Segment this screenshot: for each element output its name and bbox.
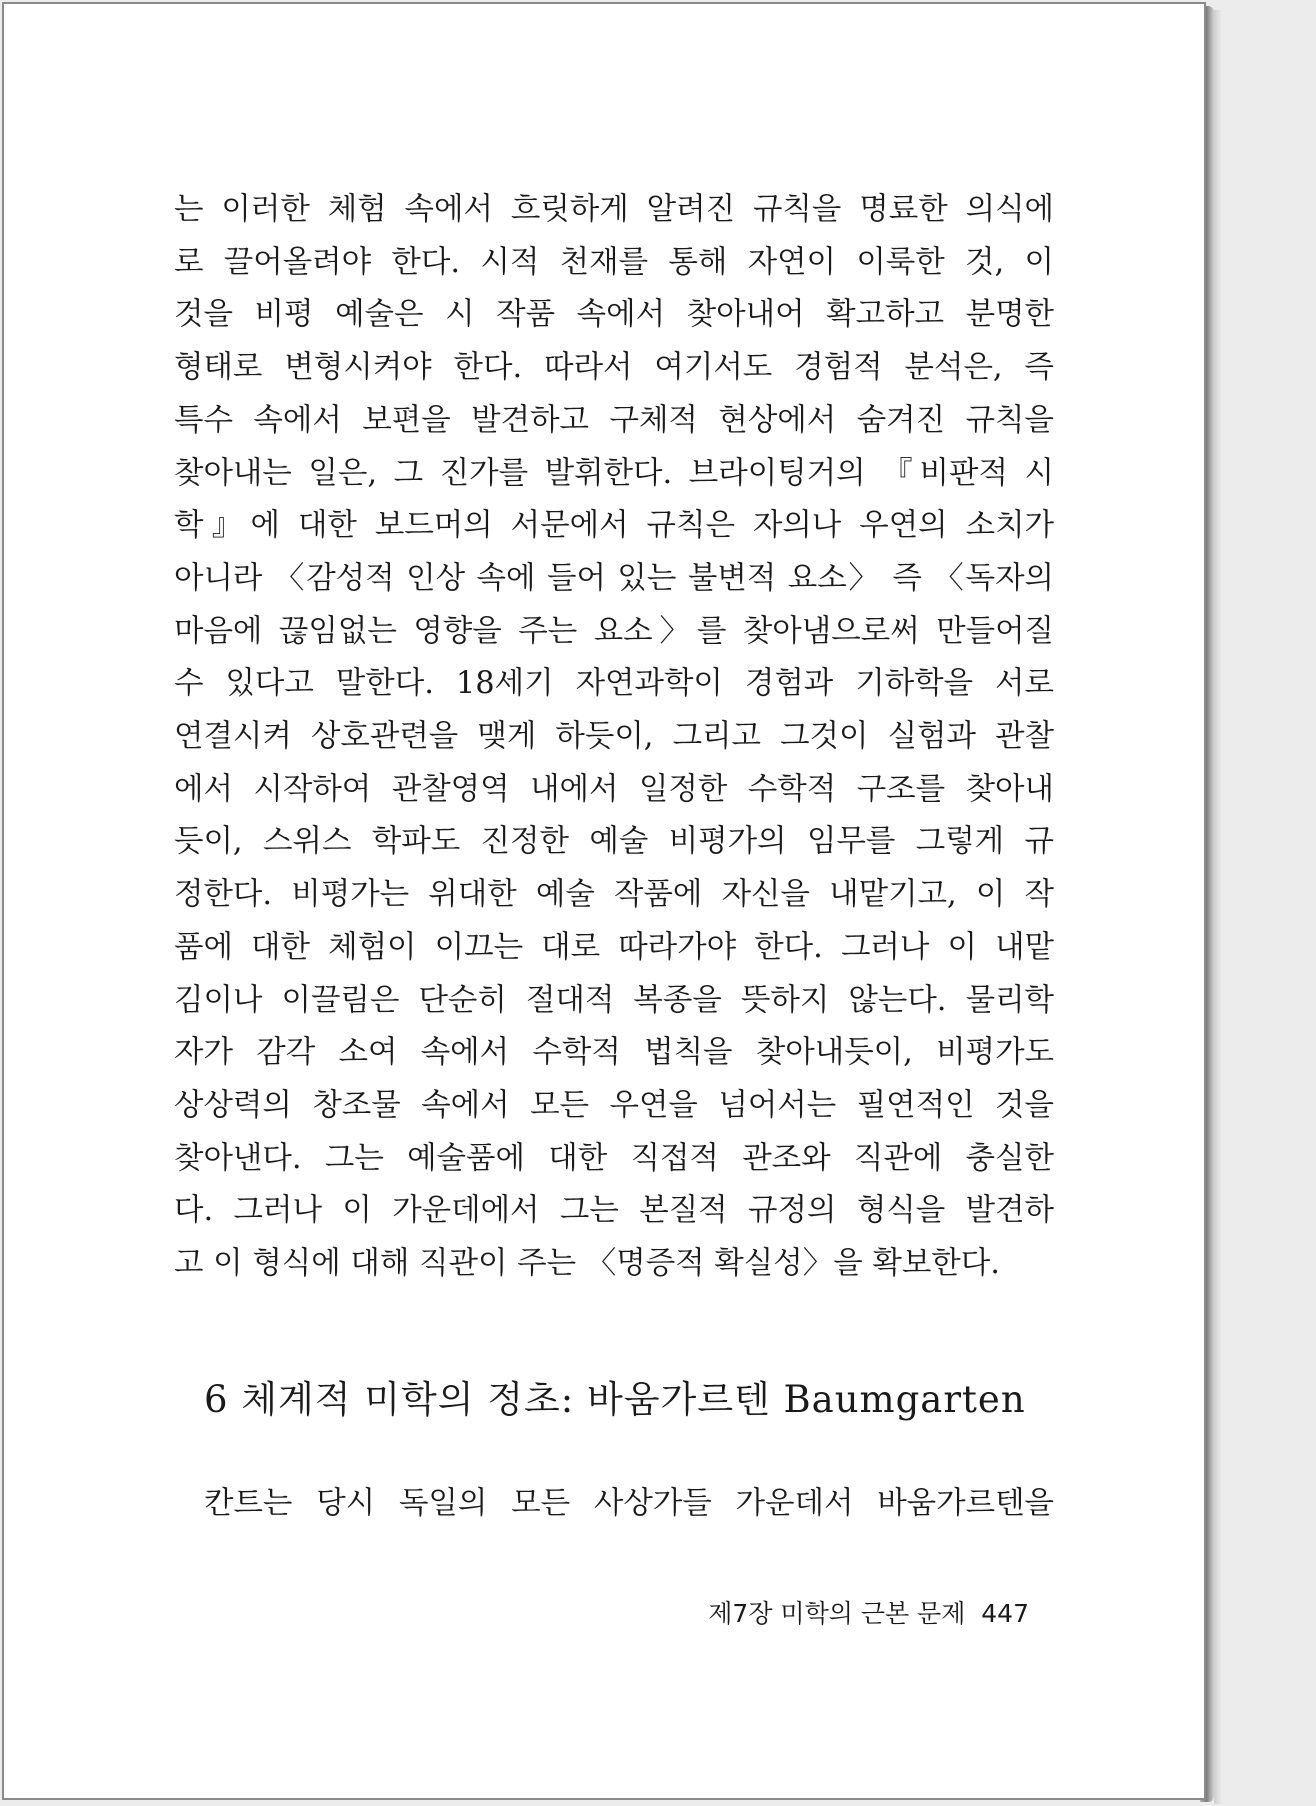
body-line: 는 이러한 체험 속에서 흐릿하게 알려진 규칙을 명료한 의식에	[174, 192, 1054, 227]
body-line: 품에 대한 체험이 이끄는 대로 따라가야 한다. 그러나 이 내맡	[174, 929, 1054, 965]
body-line: 형태로 변형시켜야 한다. 따라서 여기서도 경험적 분석은, 즉	[174, 350, 1054, 386]
body-paragraph	[174, 184, 1054, 1291]
body-line: 특수 속에서 보편을 발견하고 구체적 현상에서 숨겨진 규칙을	[174, 402, 1054, 438]
body-line: 에서 시작하여 관찰영역 내에서 일정한 수학적 구조를 찾아내	[174, 771, 1054, 807]
body-line: 연결시켜 상호관련을 맺게 하듯이, 그리고 그것이 실험과 관찰	[174, 719, 1054, 755]
body-line: 아니라 〈감성적 인상 속에 들어 있는 불변적 요소〉 즉 〈독자의	[174, 560, 1054, 596]
body-line: 로 끌어올려야 한다. 시적 천재를 통해 자연이 이룩한 것, 이	[174, 244, 1054, 280]
body-line: 정한다. 비평가는 위대한 예술 작품에 자신을 내맡기고, 이 작	[174, 877, 1054, 913]
body-line: 다. 그러나 이 가운데에서 그는 본질적 규정의 형식을 발견하	[174, 1193, 1054, 1229]
body-line: 상상력의 창조물 속에서 모든 우연을 넘어서는 필연적인 것을	[174, 1087, 1054, 1123]
body-line: 수 있다고 말한다. 18세기 자연과학이 경험과 기하학을 서로	[174, 666, 1054, 702]
page-number: 447	[981, 1599, 1029, 1628]
page-edge-shadow	[1214, 10, 1222, 1804]
body-line: 학』에 대한 보드머의 서문에서 규칙은 자의나 우연의 소치가	[174, 508, 1054, 544]
body-line: 찾아낸다. 그는 예술품에 대한 직접적 관조와 직관에 충실한	[174, 1140, 1054, 1176]
section-heading: 6 체계적 미학의 정초: 바움가르텐 Baumgarten	[204, 1378, 1026, 1421]
body-line: 것을 비평 예술은 시 작품 속에서 찾아내어 확고하고 분명한	[174, 297, 1054, 333]
footer-chapter-title: 제7장 미학의 근본 문제	[708, 1599, 966, 1628]
body-line: 마음에 끊임없는 영향을 주는 요소〉를 찾아냄으로써 만들어질	[174, 613, 1054, 649]
body-line: 찾아내는 일은, 그 진가를 발휘한다. 브라이팅거의 『비판적 시	[174, 455, 1054, 491]
body-line: 듯이, 스위스 학파도 진정한 예술 비평가의 임무를 그렇게 규	[174, 824, 1054, 860]
section-first-line: 칸트는 당시 독일의 모든 사상가들 가운데서 바움가르텐을	[204, 1486, 1054, 1521]
book-page	[2, 2, 1206, 1800]
body-line: 고 이 형식에 대해 직관이 주는 〈명증적 확실성〉을 확보한다.	[174, 1246, 1000, 1282]
body-line: 김이나 이끌림은 단순히 절대적 복종을 뜻하지 않는다. 물리학	[174, 982, 1054, 1018]
running-footer	[664, 1594, 1029, 1630]
body-line: 자가 감각 소여 속에서 수학적 법칙을 찾아내듯이, 비평가도	[174, 1035, 1054, 1071]
